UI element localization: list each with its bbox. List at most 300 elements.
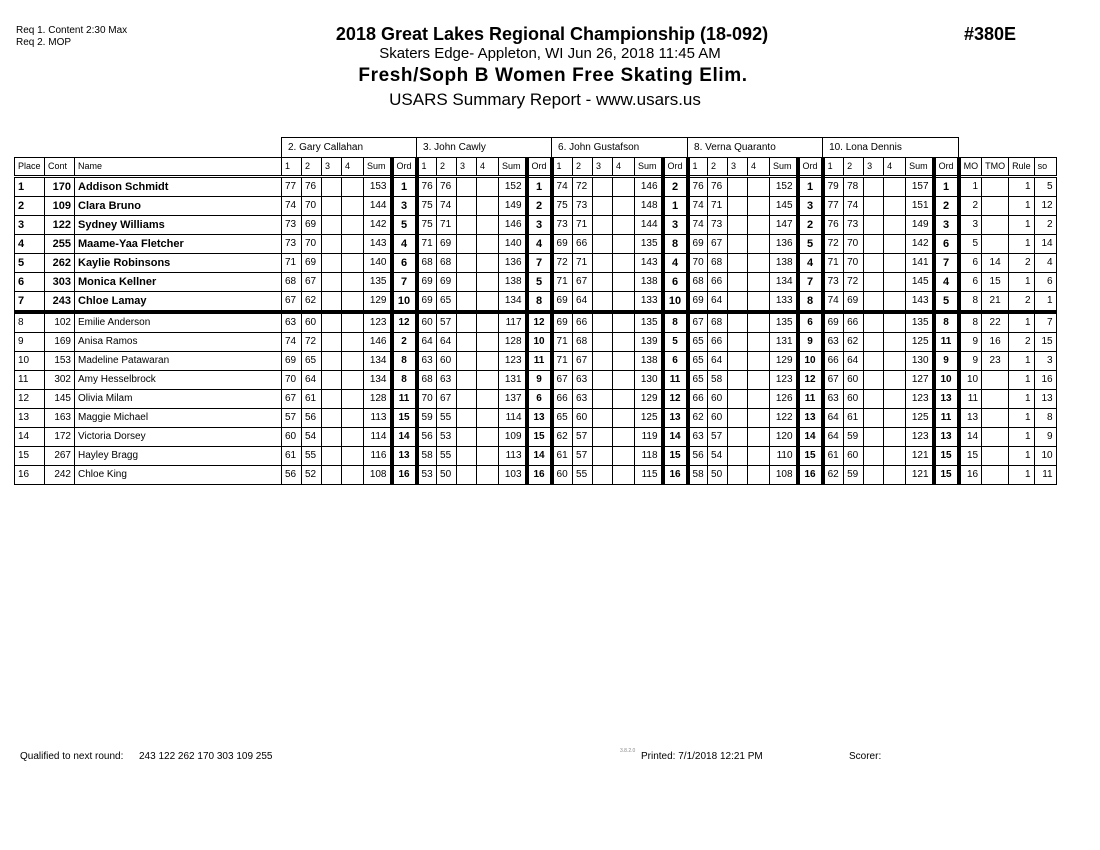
score-3-cell [728, 428, 748, 447]
ordinal-cell: 13 [527, 409, 552, 428]
rule-cell: 1 [1009, 371, 1035, 390]
score-4-cell [477, 352, 499, 371]
score-2-cell: 67 [573, 352, 593, 371]
score-3-cell [322, 371, 342, 390]
ordinal-cell: 1 [798, 177, 823, 197]
score-3-cell [728, 390, 748, 409]
score-1-cell: 61 [552, 447, 573, 466]
sum-cell: 151 [906, 197, 934, 216]
score-1-cell: 69 [688, 235, 708, 254]
score-4-cell [342, 177, 364, 197]
score-2-cell: 60 [573, 409, 593, 428]
score-1-cell: 66 [552, 390, 573, 409]
contestant-number-cell: 163 [45, 409, 75, 428]
score-1-cell: 74 [688, 197, 708, 216]
so-cell: 3 [1034, 352, 1056, 371]
sum-cell: 149 [906, 216, 934, 235]
score-3-cell [322, 390, 342, 409]
so-cell: 9 [1034, 428, 1056, 447]
score-2-cell: 60 [844, 390, 864, 409]
column-header-name: Name [75, 158, 282, 177]
table-row [15, 254, 1057, 273]
score-2-cell: 64 [437, 333, 457, 352]
column-header-score-4: 4 [884, 158, 906, 177]
so-cell: 7 [1034, 312, 1056, 333]
sum-cell: 113 [499, 447, 527, 466]
score-1-cell: 61 [823, 447, 844, 466]
score-3-cell [457, 235, 477, 254]
sum-cell: 127 [906, 371, 934, 390]
rule-cell: 1 [1009, 466, 1035, 485]
score-1-cell: 68 [417, 371, 437, 390]
score-2-cell: 53 [437, 428, 457, 447]
score-2-cell: 60 [708, 390, 728, 409]
score-3-cell [593, 447, 613, 466]
score-1-cell: 76 [823, 216, 844, 235]
ordinal-cell: 2 [392, 333, 417, 352]
so-cell: 14 [1034, 235, 1056, 254]
sum-cell: 131 [770, 333, 798, 352]
score-1-cell: 69 [823, 312, 844, 333]
score-3-cell [728, 197, 748, 216]
contestant-number-cell: 243 [45, 292, 75, 313]
score-3-cell [593, 352, 613, 371]
score-4-cell [477, 292, 499, 313]
version-text: 3.8.2.0 [620, 748, 636, 754]
tmo-cell [982, 466, 1009, 485]
ordinal-cell: 12 [663, 390, 688, 409]
tmo-cell [982, 235, 1009, 254]
score-1-cell: 74 [282, 333, 302, 352]
place-cell: 4 [15, 235, 45, 254]
score-3-cell [728, 352, 748, 371]
score-1-cell: 72 [552, 254, 573, 273]
score-4-cell [613, 197, 635, 216]
score-1-cell: 66 [823, 352, 844, 371]
score-1-cell: 63 [282, 312, 302, 333]
column-header-score-3: 3 [728, 158, 748, 177]
score-1-cell: 57 [282, 409, 302, 428]
score-3-cell [864, 273, 884, 292]
score-3-cell [593, 216, 613, 235]
score-1-cell: 64 [823, 428, 844, 447]
score-4-cell [342, 428, 364, 447]
sum-cell: 123 [499, 352, 527, 371]
score-3-cell [322, 177, 342, 197]
score-4-cell [477, 390, 499, 409]
score-4-cell [613, 466, 635, 485]
score-2-cell: 68 [708, 254, 728, 273]
score-1-cell: 65 [688, 352, 708, 371]
score-2-cell: 60 [302, 312, 322, 333]
score-4-cell [342, 235, 364, 254]
score-3-cell [864, 312, 884, 333]
sum-cell: 148 [635, 197, 663, 216]
rule-cell: 1 [1009, 216, 1035, 235]
score-4-cell [748, 409, 770, 428]
skater-name-cell: Addison Schmidt [75, 177, 282, 197]
ordinal-cell: 7 [392, 273, 417, 292]
ordinal-cell: 8 [798, 292, 823, 313]
score-1-cell: 73 [552, 216, 573, 235]
score-2-cell: 58 [708, 371, 728, 390]
ordinal-cell: 8 [392, 371, 417, 390]
sum-cell: 143 [635, 254, 663, 273]
score-2-cell: 71 [708, 197, 728, 216]
rule-cell: 1 [1009, 177, 1035, 197]
column-header-ord: Ord [527, 158, 552, 177]
score-1-cell: 68 [417, 254, 437, 273]
score-3-cell [322, 447, 342, 466]
sum-cell: 123 [364, 312, 392, 333]
score-2-cell: 68 [708, 312, 728, 333]
ordinal-cell: 7 [798, 273, 823, 292]
sum-cell: 135 [635, 312, 663, 333]
score-2-cell: 64 [573, 292, 593, 313]
results-table [14, 137, 1057, 485]
score-3-cell [864, 352, 884, 371]
column-header-sum: Sum [499, 158, 527, 177]
sum-cell: 138 [499, 273, 527, 292]
score-2-cell: 74 [844, 197, 864, 216]
ordinal-cell: 9 [798, 333, 823, 352]
mo-cell: 8 [959, 312, 982, 333]
score-4-cell [477, 312, 499, 333]
score-3-cell [457, 292, 477, 313]
ordinal-cell: 11 [934, 333, 959, 352]
score-2-cell: 67 [708, 235, 728, 254]
so-cell: 1 [1034, 292, 1056, 313]
printed-timestamp: Printed: 7/1/2018 12:21 PM [641, 751, 763, 762]
score-2-cell: 69 [302, 254, 322, 273]
score-1-cell: 62 [823, 466, 844, 485]
score-4-cell [613, 177, 635, 197]
place-cell: 9 [15, 333, 45, 352]
sum-cell: 129 [770, 352, 798, 371]
requirement-2: Req 2. MOP [16, 37, 72, 48]
sum-cell: 121 [906, 466, 934, 485]
sum-cell: 134 [364, 352, 392, 371]
score-2-cell: 55 [437, 409, 457, 428]
place-cell: 12 [15, 390, 45, 409]
score-1-cell: 74 [823, 292, 844, 313]
sum-cell: 146 [364, 333, 392, 352]
contestant-number-cell: 169 [45, 333, 75, 352]
score-4-cell [477, 216, 499, 235]
report-line: USARS Summary Report - www.usars.us [389, 90, 701, 109]
score-2-cell: 64 [708, 292, 728, 313]
sum-cell: 134 [499, 292, 527, 313]
place-cell: 6 [15, 273, 45, 292]
sum-cell: 114 [364, 428, 392, 447]
ordinal-cell: 5 [527, 273, 552, 292]
sum-cell: 152 [770, 177, 798, 197]
ordinal-cell: 10 [934, 371, 959, 390]
score-2-cell: 57 [573, 447, 593, 466]
sum-cell: 135 [364, 273, 392, 292]
sum-cell: 110 [770, 447, 798, 466]
score-4-cell [613, 273, 635, 292]
column-header-score-2: 2 [437, 158, 457, 177]
score-2-cell: 73 [573, 197, 593, 216]
ordinal-cell: 3 [392, 197, 417, 216]
ordinal-cell: 14 [527, 447, 552, 466]
score-2-cell: 74 [437, 197, 457, 216]
score-4-cell [748, 428, 770, 447]
column-header-score-3: 3 [322, 158, 342, 177]
ordinal-cell: 7 [934, 254, 959, 273]
ordinal-cell: 13 [392, 447, 417, 466]
score-4-cell [748, 177, 770, 197]
mo-cell: 11 [959, 390, 982, 409]
ordinal-cell: 6 [663, 273, 688, 292]
ordinal-cell: 2 [798, 216, 823, 235]
score-1-cell: 75 [552, 197, 573, 216]
ordinal-cell: 14 [663, 428, 688, 447]
judge-name: 2. Gary Callahan [282, 138, 417, 158]
sum-cell: 129 [635, 390, 663, 409]
ordinal-cell: 14 [798, 428, 823, 447]
score-2-cell: 54 [302, 428, 322, 447]
score-3-cell [864, 197, 884, 216]
place-cell: 10 [15, 352, 45, 371]
score-1-cell: 73 [823, 273, 844, 292]
sum-cell: 133 [635, 292, 663, 313]
score-2-cell: 72 [573, 177, 593, 197]
column-header-cont: Cont [45, 158, 75, 177]
score-1-cell: 62 [688, 409, 708, 428]
score-1-cell: 71 [823, 254, 844, 273]
score-2-cell: 69 [844, 292, 864, 313]
score-1-cell: 67 [282, 292, 302, 313]
sum-cell: 145 [906, 273, 934, 292]
score-3-cell [728, 466, 748, 485]
score-2-cell: 68 [573, 333, 593, 352]
score-1-cell: 74 [688, 216, 708, 235]
score-2-cell: 67 [302, 273, 322, 292]
qualified-list: 243 122 262 170 303 109 255 [139, 751, 273, 762]
score-4-cell [477, 197, 499, 216]
skater-name-cell: Kaylie Robinsons [75, 254, 282, 273]
score-3-cell [864, 292, 884, 313]
score-3-cell [593, 235, 613, 254]
score-3-cell [593, 197, 613, 216]
ordinal-cell: 6 [934, 235, 959, 254]
score-1-cell: 71 [552, 273, 573, 292]
score-2-cell: 54 [708, 447, 728, 466]
score-2-cell: 50 [437, 466, 457, 485]
ordinal-cell: 3 [798, 197, 823, 216]
ordinal-cell: 1 [527, 177, 552, 197]
mo-cell: 15 [959, 447, 982, 466]
ordinal-cell: 5 [934, 292, 959, 313]
so-cell: 15 [1034, 333, 1056, 352]
score-2-cell: 59 [844, 466, 864, 485]
column-header-ord: Ord [392, 158, 417, 177]
score-2-cell: 50 [708, 466, 728, 485]
so-cell: 16 [1034, 371, 1056, 390]
ordinal-cell: 11 [527, 352, 552, 371]
score-1-cell: 76 [688, 177, 708, 197]
score-3-cell [728, 177, 748, 197]
sum-cell: 134 [364, 371, 392, 390]
so-cell: 6 [1034, 273, 1056, 292]
sum-cell: 145 [770, 197, 798, 216]
judge-name: 10. Lona Dennis [823, 138, 959, 158]
judge-name: 6. John Gustafson [552, 138, 688, 158]
score-4-cell [884, 273, 906, 292]
score-2-cell: 70 [302, 235, 322, 254]
ordinal-cell: 2 [663, 177, 688, 197]
score-3-cell [457, 254, 477, 273]
score-4-cell [477, 177, 499, 197]
sum-cell: 118 [635, 447, 663, 466]
qualified-label: Qualified to next round: [20, 751, 124, 762]
score-2-cell: 70 [302, 197, 322, 216]
score-3-cell [728, 254, 748, 273]
ordinal-cell: 8 [392, 352, 417, 371]
column-header-score-1: 1 [823, 158, 844, 177]
skater-name-cell: Amy Hesselbrock [75, 371, 282, 390]
ordinal-cell: 10 [663, 292, 688, 313]
score-3-cell [864, 409, 884, 428]
score-2-cell: 70 [844, 235, 864, 254]
score-1-cell: 65 [688, 371, 708, 390]
ordinal-cell: 16 [798, 466, 823, 485]
score-3-cell [322, 428, 342, 447]
score-4-cell [613, 333, 635, 352]
column-header-ord: Ord [934, 158, 959, 177]
score-1-cell: 58 [688, 466, 708, 485]
score-4-cell [748, 333, 770, 352]
contestant-number-cell: 242 [45, 466, 75, 485]
score-1-cell: 56 [688, 447, 708, 466]
score-2-cell: 62 [844, 333, 864, 352]
so-cell: 11 [1034, 466, 1056, 485]
ordinal-cell: 10 [392, 292, 417, 313]
score-1-cell: 59 [417, 409, 437, 428]
judge-header-row [15, 138, 1057, 158]
column-header-score-1: 1 [552, 158, 573, 177]
sum-cell: 113 [364, 409, 392, 428]
sum-cell: 123 [906, 390, 934, 409]
score-1-cell: 69 [552, 312, 573, 333]
skater-name-cell: Sydney Williams [75, 216, 282, 235]
score-4-cell [477, 447, 499, 466]
ordinal-cell: 8 [663, 235, 688, 254]
sum-cell: 135 [635, 235, 663, 254]
ordinal-cell: 15 [798, 447, 823, 466]
sum-cell: 138 [635, 273, 663, 292]
column-header-so: so [1034, 158, 1056, 177]
sum-cell: 140 [499, 235, 527, 254]
place-cell: 2 [15, 197, 45, 216]
sum-cell: 123 [906, 428, 934, 447]
score-2-cell: 66 [573, 235, 593, 254]
score-1-cell: 68 [688, 273, 708, 292]
place-cell: 3 [15, 216, 45, 235]
ordinal-cell: 6 [527, 390, 552, 409]
sum-cell: 147 [770, 216, 798, 235]
score-2-cell: 78 [844, 177, 864, 197]
score-3-cell [864, 254, 884, 273]
score-2-cell: 55 [573, 466, 593, 485]
score-3-cell [864, 177, 884, 197]
judge-name: 3. John Cawly [417, 138, 552, 158]
sum-cell: 138 [770, 254, 798, 273]
tmo-cell [982, 428, 1009, 447]
score-3-cell [593, 466, 613, 485]
scorer-label: Scorer: [849, 751, 882, 762]
score-2-cell: 76 [302, 177, 322, 197]
score-1-cell: 69 [552, 292, 573, 313]
score-3-cell [457, 333, 477, 352]
score-2-cell: 55 [437, 447, 457, 466]
mo-cell: 5 [959, 235, 982, 254]
ordinal-cell: 1 [392, 177, 417, 197]
score-4-cell [884, 177, 906, 197]
score-1-cell: 70 [417, 390, 437, 409]
score-2-cell: 68 [437, 254, 457, 273]
score-3-cell [457, 390, 477, 409]
score-3-cell [593, 371, 613, 390]
skater-name-cell: Hayley Bragg [75, 447, 282, 466]
score-4-cell [748, 273, 770, 292]
ordinal-cell: 15 [392, 409, 417, 428]
score-4-cell [477, 466, 499, 485]
score-3-cell [593, 292, 613, 313]
mo-cell: 6 [959, 273, 982, 292]
score-1-cell: 63 [823, 333, 844, 352]
score-3-cell [322, 235, 342, 254]
competition-title: 2018 Great Lakes Regional Championship (18-092) [335, 24, 769, 44]
ordinal-cell: 8 [663, 312, 688, 333]
score-1-cell: 69 [417, 273, 437, 292]
score-3-cell [322, 352, 342, 371]
score-3-cell [728, 216, 748, 235]
score-3-cell [728, 273, 748, 292]
sum-cell: 143 [906, 292, 934, 313]
score-3-cell [457, 428, 477, 447]
tmo-cell: 16 [982, 333, 1009, 352]
event-number: #380E [964, 24, 1017, 44]
mo-cell: 6 [959, 254, 982, 273]
score-3-cell [593, 390, 613, 409]
score-2-cell: 57 [573, 428, 593, 447]
score-2-cell: 60 [844, 371, 864, 390]
sum-cell: 157 [906, 177, 934, 197]
score-3-cell [457, 466, 477, 485]
ordinal-cell: 13 [934, 428, 959, 447]
sum-cell: 142 [364, 216, 392, 235]
sum-cell: 146 [635, 177, 663, 197]
column-header-score-3: 3 [864, 158, 884, 177]
score-2-cell: 67 [573, 273, 593, 292]
sum-cell: 121 [906, 447, 934, 466]
mo-cell: 10 [959, 371, 982, 390]
sum-cell: 143 [364, 235, 392, 254]
column-header-ord: Ord [798, 158, 823, 177]
score-1-cell: 56 [282, 466, 302, 485]
sum-cell: 129 [364, 292, 392, 313]
sum-cell: 137 [499, 390, 527, 409]
score-2-cell: 69 [437, 273, 457, 292]
score-4-cell [477, 333, 499, 352]
score-1-cell: 73 [282, 216, 302, 235]
skater-name-cell: Madeline Patawaran [75, 352, 282, 371]
score-1-cell: 62 [552, 428, 573, 447]
ordinal-cell: 2 [934, 197, 959, 216]
